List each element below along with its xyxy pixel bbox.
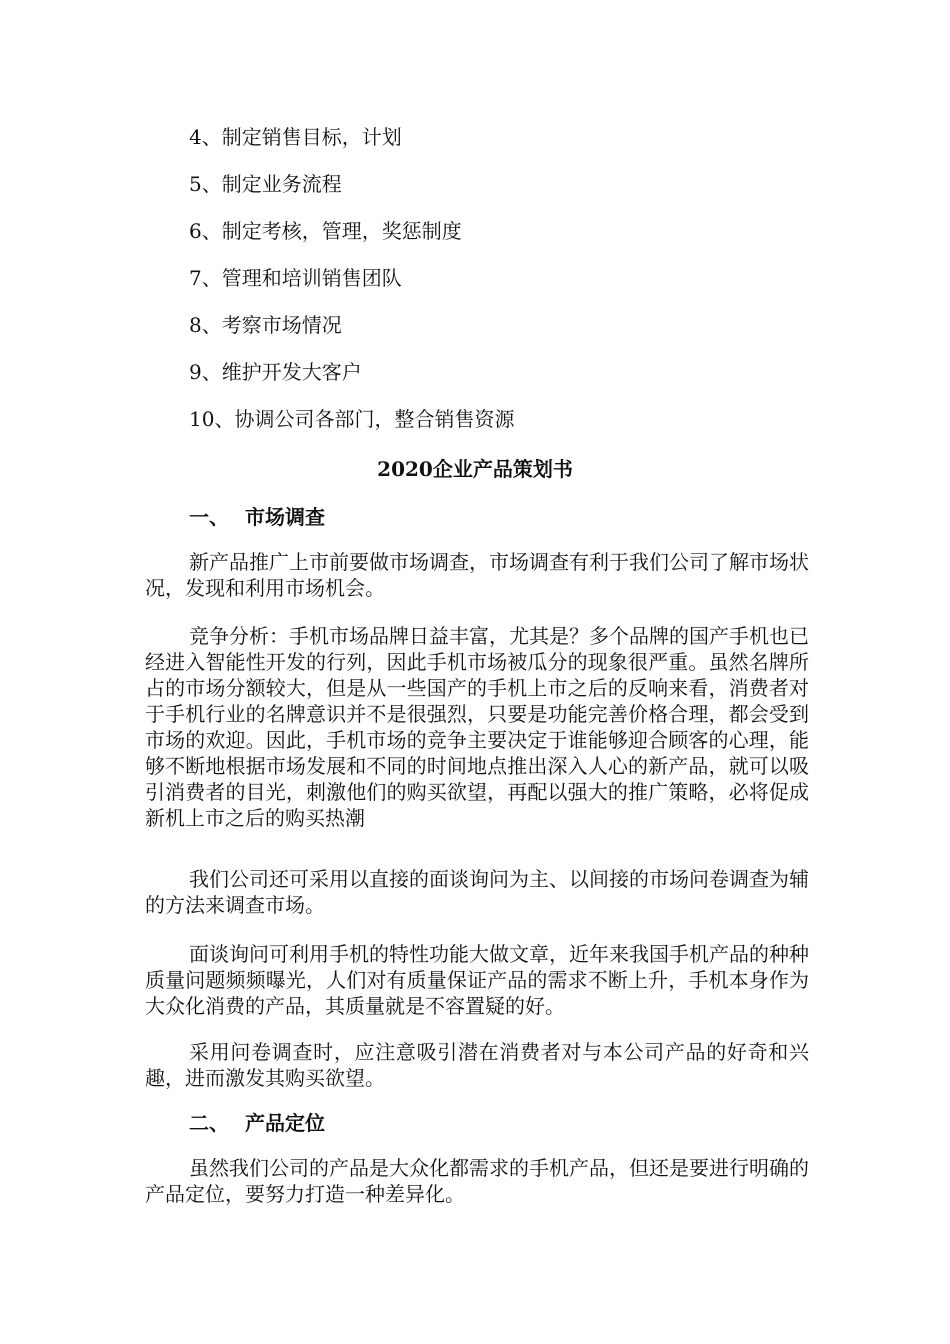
list-item: 6、制定考核，管理，奖惩制度 xyxy=(189,219,462,243)
list-item: 10、协调公司各部门，整合销售资源 xyxy=(189,407,515,431)
list-item: 7、管理和培训销售团队 xyxy=(189,266,402,290)
list-item: 5、制定业务流程 xyxy=(189,172,342,196)
list-item: 4、制定销售目标，计划 xyxy=(189,125,402,149)
paragraph: 虽然我们公司的产品是大众化都需求的手机产品，但还是要进行明确的产品定位，要努力打造一种差异化。 xyxy=(145,1156,809,1206)
paragraph: 我们公司还可采用以直接的面谈询问为主、以间接的市场问卷调查为辅的方法来调查市场。 xyxy=(145,867,809,917)
list-item: 9、维护开发大客户 xyxy=(189,360,362,384)
section-number: 二、 xyxy=(189,1111,229,1135)
list-item: 8、考察市场情况 xyxy=(189,313,342,337)
section-heading-market-research xyxy=(189,503,325,531)
section-number: 一、 xyxy=(189,505,229,529)
section-title: 市场调查 xyxy=(245,505,325,529)
paragraph: 新产品推广上市前要做市场调查，市场调查有利于我们公司了解市场状况，发现和利用市场机会。 xyxy=(145,550,809,600)
paragraph: 采用问卷调查时，应注意吸引潜在消费者对与本公司产品的好奇和兴趣，进而激发其购买欲望。 xyxy=(145,1040,809,1090)
section-title: 产品定位 xyxy=(245,1111,325,1135)
paragraph: 面谈询问可利用手机的特性功能大做文章，近年来我国手机产品的种种质量问题频频曝光，人们对有质量保证产品的需求不断上升，手机本身作为大众化消费的产品，其质量就是不容置疑的好。 xyxy=(145,942,809,1018)
section-heading-product-positioning xyxy=(189,1109,325,1137)
paragraph: 竞争分析：手机市场品牌日益丰富，尤其是？多个品牌的国产手机也已经进入智能性开发的行列，因此手机市场被瓜分的现象很严重。虽然名牌所占的市场分额较大，但是从一些国产的手机上市之后的反响来看，消费者对于手机行业的名牌意识并不是很强烈，只要是功能完善价格合理，都会受到市场的欢迎。因此，手机市场的竞争主要决定于谁能够迎合顾客的心理，能够不断地根据市场发展和不同的时间地点推出深入人心的新产品，就可以吸引消费者的目光，刺激他们的购买欲望，再配以强大的推广策略，必将促成新机上市之后的购买热潮 xyxy=(145,624,809,830)
document-title: 2020企业产品策划书 xyxy=(377,457,573,481)
